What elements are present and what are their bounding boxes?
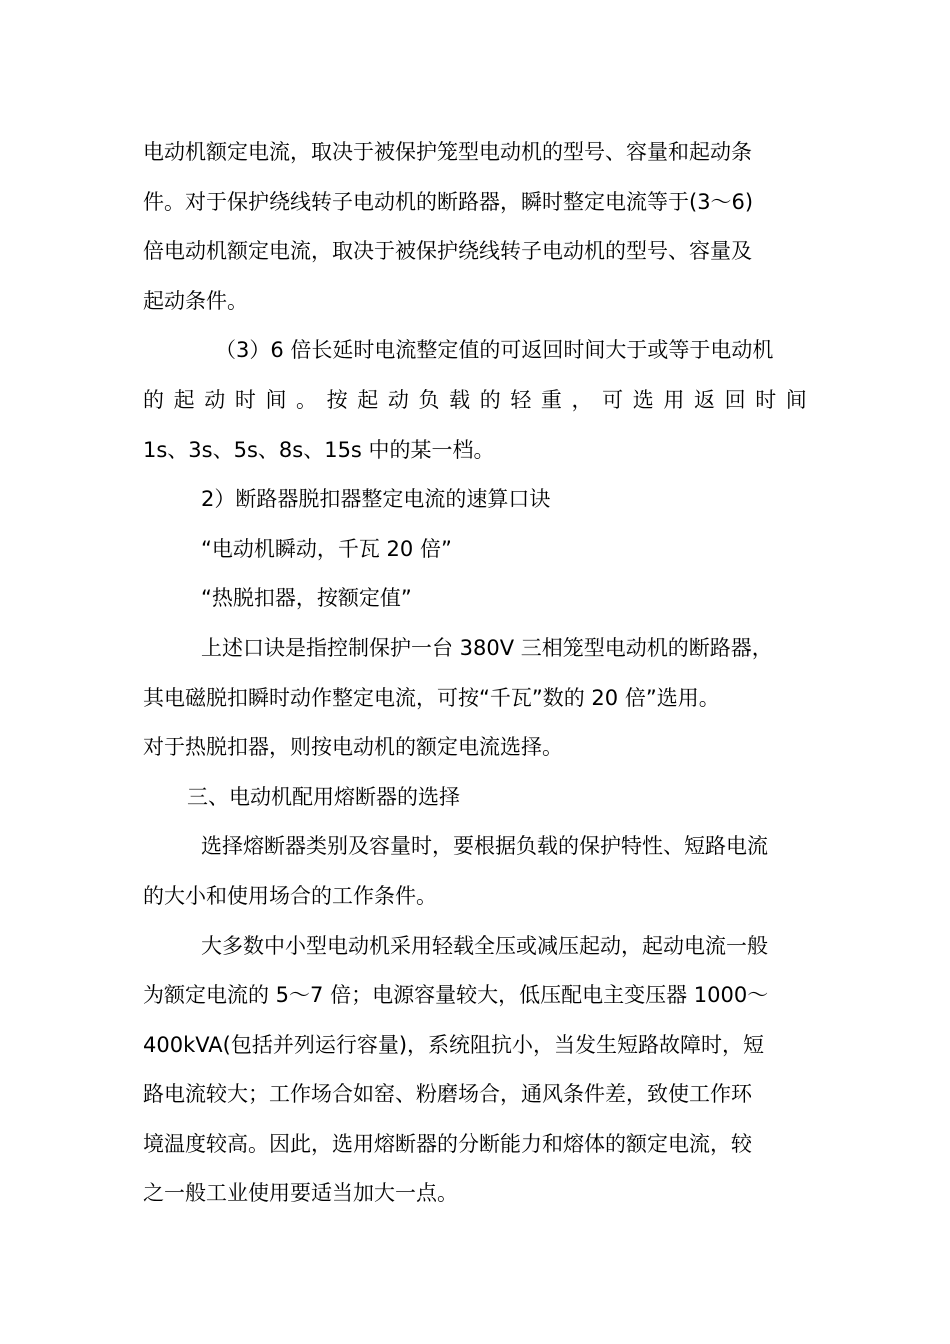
text-line: 1s、3s、5s、8s、15s 中的某一档。 <box>143 437 495 462</box>
spaced-char: 重 <box>540 387 562 412</box>
spaced-char: 选 <box>632 387 654 412</box>
spaced-char: 的 <box>143 387 164 412</box>
text-line: 起动条件。 <box>143 288 248 313</box>
text-line: 之一般工业使用要适当加大一点。 <box>143 1181 458 1206</box>
text-line: 大多数中小型电动机采用轻载全压或减压起动，起动电流一般 <box>201 933 768 958</box>
document-body <box>143 128 807 1219</box>
spaced-char: 起 <box>173 387 195 412</box>
paragraph-motor-current <box>143 128 807 326</box>
text-line: 倍电动机额定电流，取决于被保护绕线转子电动机的型号、容量及 <box>143 239 752 264</box>
formula-quote: “电动机瞬动，千瓦 20 倍” <box>201 536 452 561</box>
text-line: 上述口诀是指控制保护一台 380V 三相笼型电动机的断路器， <box>201 635 773 660</box>
spaced-char: 可 <box>602 387 624 412</box>
spaced-char: 间 <box>265 387 287 412</box>
spaced-char: 用 <box>663 387 685 412</box>
text-line: 对于热脱扣器，则按电动机的额定电流选择。 <box>143 735 563 760</box>
spaced-char: ， <box>571 387 593 412</box>
spaced-char: 动 <box>204 387 226 412</box>
text-line: 的大小和使用场合的工作条件。 <box>143 883 437 908</box>
spaced-char: 间 <box>785 387 807 412</box>
paragraph-return-time <box>143 326 807 475</box>
text-line: 路电流较大；工作场合如窑、粉磨场合，通风条件差，致使工作环 <box>143 1082 752 1107</box>
spaced-char: 动 <box>387 387 409 412</box>
spaced-char: 轻 <box>510 387 532 412</box>
section-fuse-selection <box>143 773 807 1219</box>
text-line: 境温度较高。因此，选用熔断器的分断能力和熔体的额定电流，较 <box>143 1131 752 1156</box>
text-line: （3）6 倍长延时电流整定值的可返回时间大于或等于电动机 <box>215 338 774 363</box>
text-line: 为额定电流的 5～7 倍；电源容量较大，低压配电主变压器 1000～ <box>143 983 769 1008</box>
text-line: 电动机额定电流，取决于被保护笼型电动机的型号、容量和起动条 <box>143 140 752 164</box>
spaced-char: 负 <box>418 387 440 412</box>
formula-quote: “热脱扣器，按额定值” <box>201 586 412 611</box>
paragraph-formula <box>143 475 807 773</box>
spaced-char: 回 <box>724 387 746 412</box>
spaced-text-line <box>143 376 807 426</box>
spaced-char: 的 <box>479 387 501 412</box>
section-subheading: 2）断路器脱扣器整定电流的速算口诀 <box>201 487 551 512</box>
spaced-char: 时 <box>234 387 256 412</box>
text-line: 选择熔断器类别及容量时，要根据负载的保护特性、短路电流 <box>201 834 768 859</box>
spaced-char: 载 <box>449 387 471 412</box>
text-line: 400kVA(包括并列运行容量)，系统阻抗小，当发生短路故障时，短 <box>143 1032 765 1057</box>
text-line: 其电磁脱扣瞬时动作整定电流，可按“千瓦”数的 20 倍”选用。 <box>143 685 720 710</box>
spaced-char: 起 <box>357 387 379 412</box>
spaced-char: 。 <box>296 387 318 412</box>
section-heading: 三、电动机配用熔断器的选择 <box>187 784 460 809</box>
spaced-char: 时 <box>755 387 777 412</box>
spaced-char: 返 <box>693 387 715 412</box>
text-line: 件。对于保护绕线转子电动机的断路器，瞬时整定电流等于(3～6) <box>143 189 754 214</box>
spaced-char: 按 <box>326 387 348 412</box>
